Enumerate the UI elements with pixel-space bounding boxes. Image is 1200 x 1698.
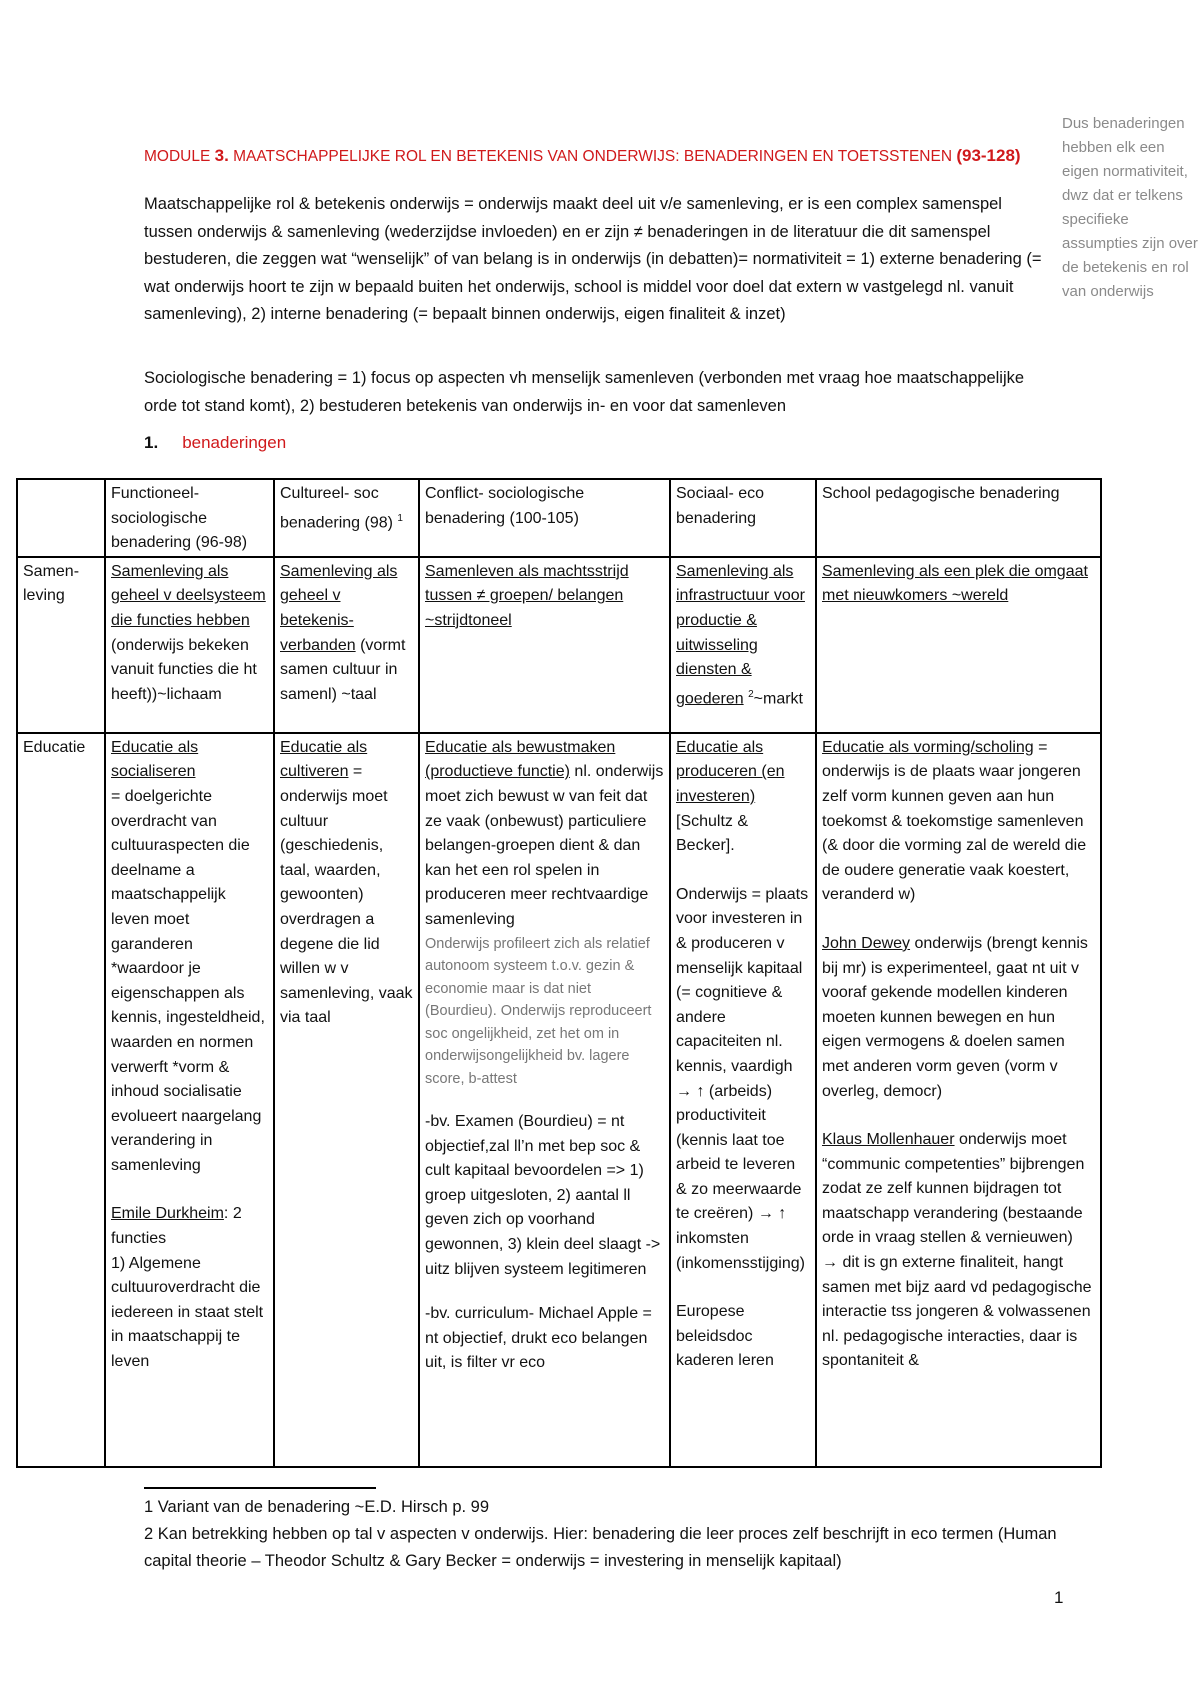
cell-example: -bv. curriculum- Michael Apple = nt objectief, drukt eco belangen uit, is filter vr eco: [425, 1305, 652, 1372]
cell-samenleving-school: [816, 557, 1101, 733]
cell-text: = onderwijs is de plaats waar jongeren zelf vorm kunnen geven aan hun toekomst & toekomstige samenleven (& door die vorming zal de wereld die de oudere generatie vaak koestert, veranderd w): [822, 738, 1087, 904]
cell-example: -bv. Examen (Bourdieu) = nt objectief,zal ll’n met bep soc & cult kapitaal bevoordelen => 1) groep uitgesloten, 2) aantal ll geven zich op voorhand gewonnen, 3) klein deel slaagt -> uitz blijven systeem legitimeren: [425, 1113, 661, 1278]
footnote-ref: 2: [748, 688, 754, 700]
header-conflict: [419, 479, 670, 557]
section-number: 1.: [144, 433, 159, 452]
cell-underlined: Samenleven als machtsstrijd tussen ≠ groepen/ belangen ~strijdtoneel: [425, 562, 629, 629]
cell-text: = onderwijs moet cultuur (geschiedenis, taal, waarden, gewoonten) overdragen a degene die lid willen w v samenleving, vaak via taal: [280, 763, 413, 1027]
intro-paragraph: Maatschappelijke rol & betekenis onderwijs = onderwijs maakt deel uit v/e samenleving, er is een complex samenspel tussen onderwijs & samenleving (wederzijdse invloeden) en er zijn ≠ benaderingen in de literatuur die dit samenspel bestuderen, die zeggen wat “wenselijk” of van belang is in onderwijs (in debatten)= normativiteit = 1) externe benadering (= wat onderwijs hoort te zijn w bepaald buiten het onderwijs, school is middel voor doel dat extern w vastgelegd nl. vanuit samenleving), 2) interne benadering (= bepaalt binnen onderwijs, eigen finaliteit & inzet): [144, 195, 1042, 323]
header-socio-eco: [670, 479, 816, 557]
cell-text: Europese beleidsdoc kaderen leren: [676, 1303, 774, 1370]
cell-underlined: Samenleving als infrastructuur voor productie & uitwisseling diensten & goederen: [676, 562, 805, 708]
author-name: Klaus Mollenhauer: [822, 1131, 955, 1149]
header-school-pedagogic: [816, 479, 1101, 557]
footnote-1: 1 Variant van de benadering ~E.D. Hirsch p. 99: [144, 1498, 490, 1516]
cell-educatie-conflict: [419, 733, 670, 1467]
cell-text: → dit is gn externe finaliteit, hangt samen met bijz aard vd pedagogische interactie tss jongeren & volwassenen nl. pedagogische interacties, daar is spontaniteit &: [822, 1254, 1092, 1370]
footnote-divider: [144, 1487, 376, 1489]
title-number: 3.: [214, 146, 229, 165]
footnote-ref: 1: [397, 512, 403, 524]
title-text: MAATSCHAPPELIJKE ROL EN BETEKENIS VAN ONDERWIJS: BENADERINGEN EN TOETSSTENEN: [228, 148, 957, 165]
table-row-educatie: [17, 733, 1101, 1467]
author-name: Emile Durkheim: [111, 1205, 224, 1223]
cell-text: Onderwijs = plaats voor investeren in & produceren v menselijk kapitaal (= cognitieve & andere capaciteiten nl. kennis, vaardigh → ↑ (arbeids) productiviteit (kennis laat toe arbeid te leveren & zo meerwaarde te creëren) → ↑ inkomsten (inkomensstijging): [676, 885, 809, 1272]
module-title: [144, 146, 1044, 166]
cell-text: ~markt: [753, 690, 803, 708]
author-name: John Dewey: [822, 934, 911, 952]
table-row-samenleving: [17, 557, 1101, 733]
cell-text: nl. onderwijs moet zich bewust w van feit dat ze vaak (onbewust) particuliere belangen-groepen dient & dan kan het een rol spelen in produceren meer rechtvaardige samenleving: [425, 763, 664, 928]
cell-samenleving-conflict: [419, 557, 670, 733]
row-label: Samen-leving: [17, 557, 105, 733]
cell-samenleving-socio-eco: [670, 557, 816, 733]
header-label: Conflict- sociologische benadering (100-105): [425, 485, 585, 527]
header-label: Functioneel-sociologische benadering (96-98): [111, 485, 248, 552]
cell-educatie-functional: [105, 733, 274, 1467]
sociology-paragraph: Sociologische benadering = 1) focus op aspecten vh menselijk samenleven (verbonden met vraag hoe maatschappelijke orde tot stand komt), 2) bestuderen betekenis van onderwijs in- en voor dat samenleven: [144, 369, 1025, 415]
cell-text: : 2 functies: [111, 1205, 242, 1248]
header-label: School pedagogische benadering: [822, 485, 1060, 502]
margin-note: Dus benaderingen hebben elk een eigen normativiteit, dwz dat er telkens specifieke assumpties zijn over de betekenis en rol van onderwijs: [1062, 115, 1198, 300]
header-label: Sociaal- eco benadering: [676, 485, 765, 527]
cell-text: = doelgerichte overdracht van cultuuraspecten die deelname a maatschappelijk leven moet garanderen *waardoor je eigenschappen als kennis, ingesteldheid, waarden en normen verwerft *vorm & inhoud socialisatie evolueert naargelang verandering in samenleving: [111, 787, 265, 1174]
cell-text: 1) Algemene cultuuroverdracht die iedereen in staat stelt in maatschappij te leven: [111, 1254, 264, 1371]
row-label: Educatie: [17, 733, 105, 1467]
cell-text: onderwijs (brengt kennis bij mr) is experimenteel, gaat nt uit v vooraf gekende modellen kinderen moeten kunnen bewegen en hun eigen vermogens & doelen samen met anderen vorm geven (vorm v overleg, democr): [822, 934, 1088, 1100]
cell-text: [Schultz & Becker].: [676, 812, 749, 855]
cell-educatie-school: [816, 733, 1101, 1467]
footnote-2: 2 Kan betrekking hebben op tal v aspecten v onderwijs. Hier: benadering die leer proces zelf beschrijft in eco termen (Human capital theorie – Theodor Schultz & Gary Becker = onderwijs = investering in menselijk kapitaal): [144, 1525, 1057, 1570]
cell-samenleving-cultural: [274, 557, 419, 733]
cell-underlined: Educatie als cultiveren: [280, 738, 368, 781]
cell-educatie-cultural: [274, 733, 419, 1467]
cell-gray-note: Onderwijs profileert zich als relatief autonoom systeem t.o.v. gezin & economie maar is dat niet (Bourdieu). Onderwijs reproduceert soc ongelijkheid, zet het om in onderwijsongelijkheid bv. lagere score, b-attest: [425, 935, 652, 1087]
cell-text: (onderwijs bekeken vanuit functies die ht heeft))~lichaam: [111, 636, 257, 703]
approaches-table: [16, 478, 1102, 1468]
cell-educatie-socio-eco: [670, 733, 816, 1467]
cell-text: onderwijs moet “communic competenties” bijbrengen zodat ze zelf kunnen bijdragen tot maatschapp verandering (bestaande orde in vraag stellen & vernieuwen): [822, 1131, 1085, 1247]
header-functional: [105, 479, 274, 557]
cell-underlined: Samenleving als een plek die omgaat met nieuwkomers ~wereld: [822, 562, 1088, 605]
cell-underlined: Educatie als socialiseren: [111, 738, 199, 781]
header-label: Cultureel- soc benadering (98): [280, 485, 393, 531]
cell-underlined: Samenleving als geheel v betekenis-verbanden: [280, 562, 398, 654]
header-empty: [17, 479, 105, 557]
cell-underlined: Educatie als vorming/scholing: [822, 738, 1034, 756]
cell-underlined: Educatie als bewustmaken (productieve functie): [425, 738, 616, 781]
cell-underlined: Samenleving als geheel v deelsysteem die functies hebben: [111, 562, 266, 629]
cell-samenleving-functional: [105, 557, 274, 733]
section-title: benaderingen: [182, 433, 287, 452]
title-pages: (93-128): [956, 146, 1021, 165]
cell-underlined: Educatie als produceren (en investeren): [676, 738, 785, 805]
section-heading: [144, 433, 286, 453]
title-prefix: MODULE: [144, 148, 215, 165]
header-cultural: [274, 479, 419, 557]
page-number: 1: [1054, 1588, 1064, 1607]
cell-text: (vormt samen cultuur in samenl) ~taal: [280, 636, 406, 703]
table-header-row: [17, 479, 1101, 557]
